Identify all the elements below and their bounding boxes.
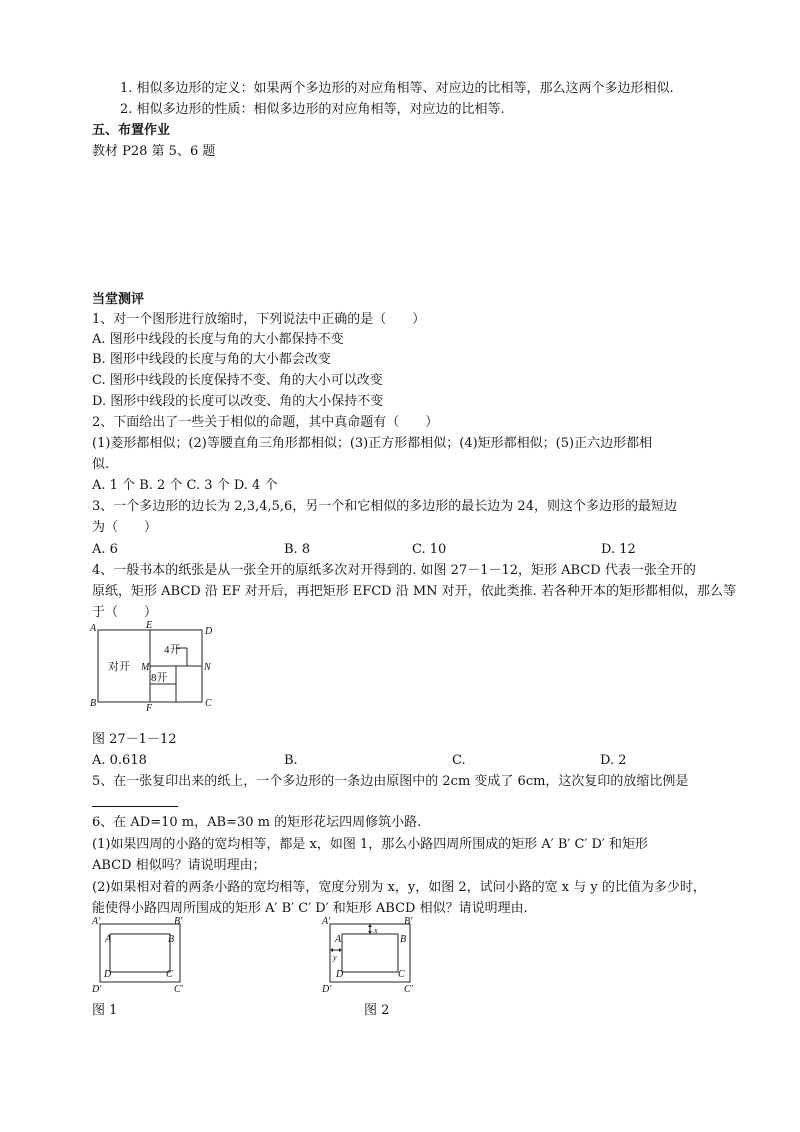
label-a-prime: A′ xyxy=(322,916,331,927)
q3-option-a: A. 6 xyxy=(92,542,118,557)
q4-option-c: C. xyxy=(452,753,466,768)
label-c: C xyxy=(166,969,173,980)
q1-stem: 1、对一个图形进行放缩时，下列说法中正确的是（ ） xyxy=(92,312,426,327)
label-x: x xyxy=(374,926,378,935)
homework-text: 教材 P28 第 5、6 题 xyxy=(92,144,216,159)
label-c-prime: C′ xyxy=(174,984,183,994)
q6-line-1: 6、在 AD=10 m，AB=30 m 的矩形花坛四周修筑小路. xyxy=(92,815,422,830)
summary-item-2: 2. 相似多边形的性质：相似多边形的对应角相等，对应边的比相等. xyxy=(120,102,505,117)
q6-line-5: 能使得小路四周所围成的矩形 A′ B′ C′ D′ 和矩形 ABCD 相似？请说明理由. xyxy=(92,901,528,916)
label-d: D xyxy=(104,969,112,980)
label-half: 对开 xyxy=(108,661,130,673)
q4-line-1: 4、一般书本的纸张是从一张全开的原纸多次对开得到的. 如图 27－1－12，矩形 ABCD 代表一张全开的 xyxy=(92,563,696,578)
label-a: A xyxy=(335,934,342,945)
label-eighth: 8开 xyxy=(151,672,168,684)
homework-heading: 五、布置作业 xyxy=(92,123,171,138)
label-d: D xyxy=(336,969,344,980)
rect-inner xyxy=(110,934,170,972)
label-a: A xyxy=(90,623,97,634)
figure-1-caption: 图 1 xyxy=(92,1003,118,1018)
q2-options: A. 1 个 B. 2 个 C. 3 个 D. 4 个 xyxy=(92,478,278,493)
q3-option-c: C. 10 xyxy=(412,542,447,557)
label-b-prime: B′ xyxy=(404,916,413,927)
q1-option-b: B. 图形中线段的长度与角的大小都会改变 xyxy=(92,352,331,367)
q4-option-b: B. xyxy=(284,753,298,768)
label-m: M xyxy=(141,662,150,673)
q4-line-2: 原纸，矩形 ABCD 沿 EF 对开后，再把矩形 EFCD 沿 MN 对开，依此类推. 若各种开本的矩形都相似，那么等 xyxy=(92,584,736,599)
summary-item-1: 1. 相似多边形的定义：如果两个多边形的对应角相等、对应边的比相等，那么这两个多边形相似. xyxy=(120,81,674,96)
label-d: D xyxy=(205,626,213,637)
label-e: E xyxy=(146,620,153,631)
q4-option-d: D. 2 xyxy=(600,753,627,768)
q1-option-d: D. 图形中线段的长度可以改变、角的大小保持不变 xyxy=(92,394,384,409)
q6-line-3: ABCD 相似吗？请说明理由； xyxy=(92,858,266,873)
label-a-prime: A′ xyxy=(92,916,101,927)
figure-1 xyxy=(90,914,190,994)
q3-option-b: B. 8 xyxy=(284,542,311,557)
q2-line-1: (1)菱形都相似；(2)等腰直角三角形都相似；(3)正方形都相似；(4)矩形都相似；(5)正六边形都相 xyxy=(92,436,653,451)
label-d-prime: D′ xyxy=(92,984,102,994)
label-c: C xyxy=(205,698,212,709)
q5-answer-blank xyxy=(92,806,178,807)
label-c-prime: C′ xyxy=(404,984,413,994)
label-b: B xyxy=(90,698,97,709)
q3-option-d: D. 12 xyxy=(601,542,636,557)
label-a: A xyxy=(105,934,112,945)
q2-stem: 2、下面给出了一些关于相似的命题，其中真命题有（ ） xyxy=(92,415,439,430)
label-b: B xyxy=(400,934,407,945)
q6-line-4: (2)如果相对着的两条小路的宽均相等，宽度分别为 x，y，如图 2，试问小路的宽 x 与 y 的比值为多少时， xyxy=(92,880,706,895)
q1-option-c: C. 图形中线段的长度保持不变、角的大小可以改变 xyxy=(92,373,383,388)
q5-line-1: 5、在一张复印出来的纸上，一个多边形的一条边由原图中的 2cm 变成了 6cm，这次复印的放缩比例是 xyxy=(92,774,689,789)
q1-option-a: A. 图形中线段的长度与角的大小都保持不变 xyxy=(92,332,344,347)
q4-figure-caption: 图 27－1－12 xyxy=(92,732,177,747)
label-n: N xyxy=(204,662,211,673)
figure-2 xyxy=(320,914,420,994)
q2-line-2: 似. xyxy=(92,457,110,472)
label-c: C xyxy=(398,969,405,980)
q4-option-a: A. 0.618 xyxy=(92,753,147,768)
paper-folding-figure xyxy=(88,620,218,712)
label-quarter: 4开 xyxy=(164,644,181,656)
q3-line-1: 3、一个多边形的边长为 2,3,4,5,6，另一个和它相似的多边形的最长边为 24，则这个多边形的最短边 xyxy=(92,499,677,514)
label-d-prime: D′ xyxy=(322,984,332,994)
q6-line-2: (1)如果四周的小路的宽均相等，都是 x，如图 1，那么小路四周所围成的矩形 A′ B′ C′ D′ 和矩形 xyxy=(92,837,649,852)
figure-2-caption: 图 2 xyxy=(364,1003,390,1018)
rect-inner xyxy=(342,934,398,972)
label-b: B xyxy=(168,934,175,945)
q3-line-2: 为（ ） xyxy=(92,520,158,535)
label-y: y xyxy=(333,953,337,962)
label-f: F xyxy=(146,703,153,712)
q4-line-3: 于（ ） xyxy=(92,605,158,620)
label-b-prime: B′ xyxy=(174,916,183,927)
quiz-heading: 当堂测评 xyxy=(92,292,145,307)
